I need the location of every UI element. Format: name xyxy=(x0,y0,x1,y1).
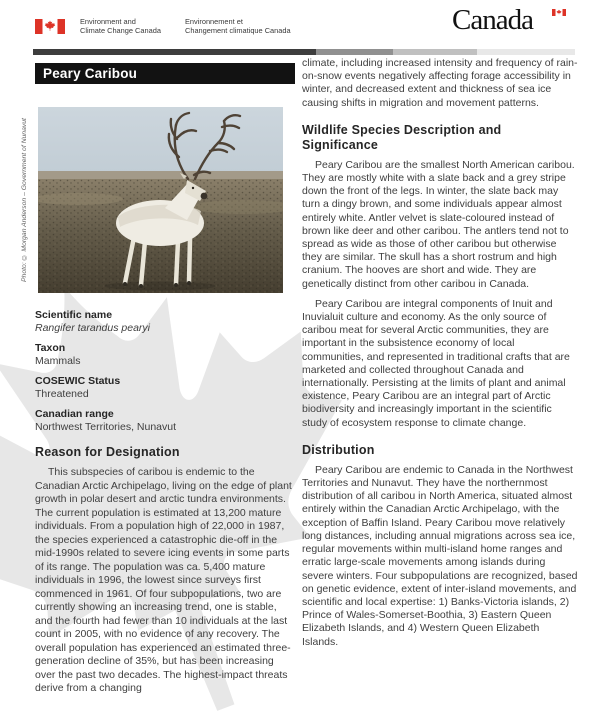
distribution-heading: Distribution xyxy=(302,442,375,457)
caribou-photo xyxy=(38,107,283,293)
species-info-block xyxy=(35,309,295,696)
description-paragraph-1: Peary Caribou are the smallest North American caribou. They are mostly white with a slate back and a grey stripe down the front of the legs. In winter, the slate back may turn a dingy brown, and some individuals appear almost entirely white. Antler velvet is slate-coloured instead of brown like deer and other caribou. The antlers tend not to spread as wide as those of other caribou but otherwise they are similar. The skull has a short rostrum and high cranium. The hooves are short and wide. They are genetically distinct from other caribou in Canada. xyxy=(302,158,575,290)
scientific-name-value: Rangifer tarandus pearyi xyxy=(35,322,150,334)
scientific-name-label: Scientific name xyxy=(35,309,113,321)
divider-segment-dark xyxy=(33,49,316,55)
status-label: COSEWIC Status xyxy=(35,375,121,387)
wordmark-flag-icon xyxy=(552,9,566,16)
reason-heading: Reason for Designation xyxy=(35,445,180,459)
info-scientific-name xyxy=(35,309,295,335)
divider-segment-lightest xyxy=(477,49,575,55)
description-heading: Wildlife Species Description and Significance xyxy=(302,122,502,152)
description-paragraph-2: Peary Caribou are integral components of Inuit and Inuvialuit culture and economy. As the only source of caribou meat for several Arctic communities, they are important in the subsistence economy of local communities, and represented in traditional crafts that are marketed and collected throughout Canada and internationally. Persisting at the limits of plant and animal existence, Peary Caribou are an integral part of Arctic biodiversity and increasingly important in the scientific study of ecosystem response to climate change. xyxy=(302,297,570,429)
status-value: Threatened xyxy=(35,388,89,400)
reason-paragraph: This subspecies of caribou is endemic to the Canadian Arctic Archipelago, living on the edge of plant growth in polar desert and arctic tundra environments. The current population is estimated at 13,200 mature individuals. From a population high of 22,000 in 1987, the species experienced a catastrophic die-off in the mid-1990s related to severe icing events in some parts of its range. The population was ca. 5,400 mature individuals in 1996, the lowest since surveys first commenced in 1961. Of four subpopulations, two are currently showing an increasing trend, one is stable, and the fourth had fewer than 10 individuals at the last count in 2005, with no evidence of any recovery. The overall population has experienced an estimated three-generation decline of 35%, but has been increasing over the past two decades. The highest-impact threats derive from a changing xyxy=(35,466,292,694)
dept-fr-line1: Environnement et xyxy=(185,17,243,26)
dept-fr-line2: Changement climatique Canada xyxy=(185,26,291,36)
divider-segment-medium xyxy=(316,49,393,55)
species-title-bar: Peary Caribou xyxy=(35,63,295,84)
taxon-value: Mammals xyxy=(35,355,81,367)
department-name-english xyxy=(80,17,161,35)
dept-en-line1: Environment and xyxy=(80,17,136,26)
reason-continued-paragraph: climate, including increased intensity and frequency of rain-on-snow events negatively affecting forage accessibility in winter, and decreased extent and thickness of sea ice causing shifts in migration and movement patterns. xyxy=(302,57,578,109)
department-name-french xyxy=(185,17,291,35)
left-column xyxy=(21,63,295,694)
range-label: Canadian range xyxy=(35,408,114,420)
divider-segment-light xyxy=(393,49,477,55)
taxon-label: Taxon xyxy=(35,342,66,354)
info-canadian-range xyxy=(35,408,295,434)
canada-wordmark: Canada xyxy=(452,4,533,36)
dept-en-line2: Climate Change Canada xyxy=(80,26,161,36)
distribution-paragraph: Peary Caribou are endemic to Canada in the Northwest Territories and Nunavut. They have the northernmost distribution of all caribou in North America, situated almost entirely within the Canadian Arctic Archipelago, with the exception of Baffin Island. Peary Caribou move relatively long distances, including annual migrations across sea ice, regular movements within multi-island home ranges and erratic large-scale movements among islands during severe winters. Four subpopulations are recognized, based on genetic evidence, extent of inter-island movements, and scientific and local expertise: 1) Banks-Victoria islands, 2) Prince of Wales-Somerset-Boothia, 3) Eastern Queen Elizabeth Islands, and 4) Western Queen Elizabeth Islands. xyxy=(302,463,578,648)
info-taxon xyxy=(35,342,295,368)
right-column xyxy=(302,57,578,649)
canada-flag-icon xyxy=(35,19,65,34)
info-cosewic-status xyxy=(35,375,295,401)
photo-credit: Photo: © Morgan Anderson – Government of Nunavut xyxy=(21,118,28,282)
range-value: Northwest Territories, Nunavut xyxy=(35,421,177,433)
header-divider-bar xyxy=(33,49,575,55)
